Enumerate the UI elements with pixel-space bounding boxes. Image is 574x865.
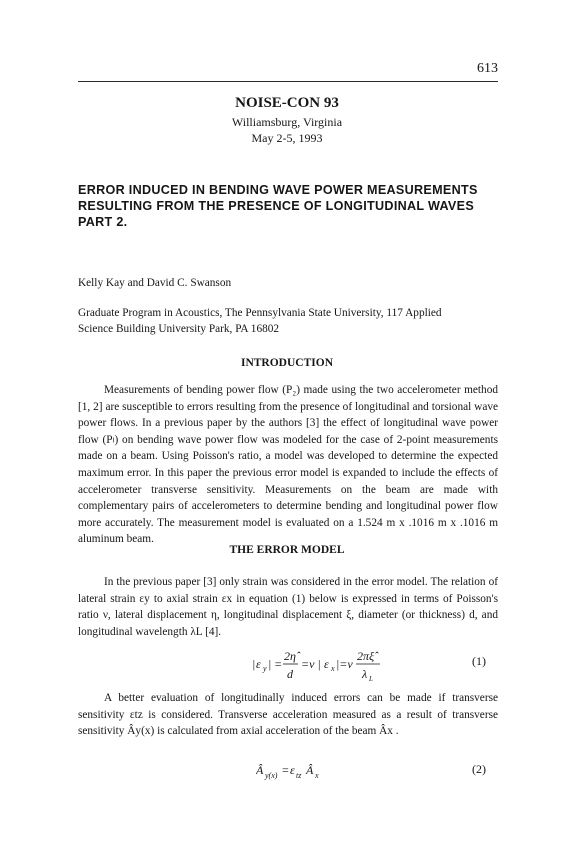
svg-text:tz: tz [296, 771, 302, 780]
equation-2-graphic [256, 758, 356, 782]
affiliation-line-2: Science Building University Park, PA 16802 [78, 323, 280, 335]
transverse-sensitivity-paragraph: A better evaluation of longitudinally induced errors can be made if transverse sensitivity εtz is considered. Transverse acceleration measured as a result of transverse sensitivity Ây(x) is calculated from axial acceleration of the beam Âx . [78, 692, 498, 738]
equation-1-graphic [252, 648, 392, 688]
svg-text:Â: Â [306, 763, 314, 777]
svg-text:y(x): y(x) [265, 771, 278, 780]
svg-text:d: d [287, 667, 293, 681]
affiliation-line-1: Graduate Program in Acoustics, The Pennsylvania State University, 117 Applied [78, 307, 442, 319]
svg-text:ε: ε [290, 763, 295, 777]
svg-text:|: | [268, 657, 272, 671]
svg-text:=: = [274, 657, 283, 671]
error-model-heading: THE ERROR MODEL [229, 544, 345, 556]
svg-text:ε: ε [256, 657, 261, 671]
equation-2 [256, 758, 356, 786]
introduction-paragraph: Measurements of bending power flow (P₂) made using the two accelerometer method [1, 2] are susceptible to errors resulting from the presence of longitudinal and torsional wave power flows. In a previous paper by the authors [3] the effect of longitudinal wave power flow (Pₗ) on bending wave power flow was modeled for the case of 2-point measurements made on a beam. Using Poisson's ratio, a model was developed to determine the expected maximum error. In this paper the previous error model is expanded to include the effects of accelerometer transverse sensitivity. Measurements on the beam are made with complementary pairs of accelerometers to determine bending and longitudinal power flow more accurately. The measurement model is evaluated on a 1.524 m x .1016 m x .1016 m aluminum beam. [78, 384, 498, 546]
svg-text:y: y [263, 664, 267, 673]
introduction-heading: INTRODUCTION [240, 357, 333, 369]
svg-text:Â: Â [256, 763, 264, 777]
svg-text:2πξ̂: 2πξ̂ [357, 649, 375, 663]
equation-2-number: (2) [472, 762, 486, 776]
paper-title-line-3: PART 2. [78, 215, 128, 229]
svg-text:|: | [252, 657, 256, 671]
authors: Kelly Kay and David C. Swanson [78, 277, 232, 289]
svg-text:|=ν: |=ν [336, 657, 353, 671]
conference-dates: May 2-5, 1993 [251, 131, 323, 145]
svg-text:x: x [331, 664, 335, 673]
svg-text:x: x [315, 771, 319, 780]
error-model-paragraph: In the previous paper [3] only strain was considered in the error model. The relation of lateral strain εy to axial strain εx in equation (1) below is expressed in terms of Poisson's ratio ν, lateral displacement η, longitudinal displacement ξ, diameter (or thickness) d, and longitudinal wavelength λL [4]. [78, 576, 498, 638]
svg-text:2η̂: 2η̂ [284, 649, 296, 663]
conference-name: NOISE-CON 93 [235, 95, 339, 111]
svg-text:λ: λ [362, 667, 368, 681]
page-number: 613 [477, 61, 498, 76]
svg-text:=ν |: =ν | [301, 657, 321, 671]
paper-title-line-2: RESULTING FROM THE PRESENCE OF LONGITUDINAL WAVES [78, 199, 475, 213]
svg-text:=: = [282, 763, 289, 777]
header-rule [78, 81, 498, 82]
svg-text:L: L [369, 675, 373, 683]
equation-1-number: (1) [472, 654, 486, 668]
paper-title-line-1: ERROR INDUCED IN BENDING WAVE POWER MEASUREMENTS [78, 183, 478, 197]
svg-text:ε: ε [324, 657, 329, 671]
equation-1 [252, 648, 392, 692]
conference-location: Williamsburg, Virginia [231, 115, 343, 129]
